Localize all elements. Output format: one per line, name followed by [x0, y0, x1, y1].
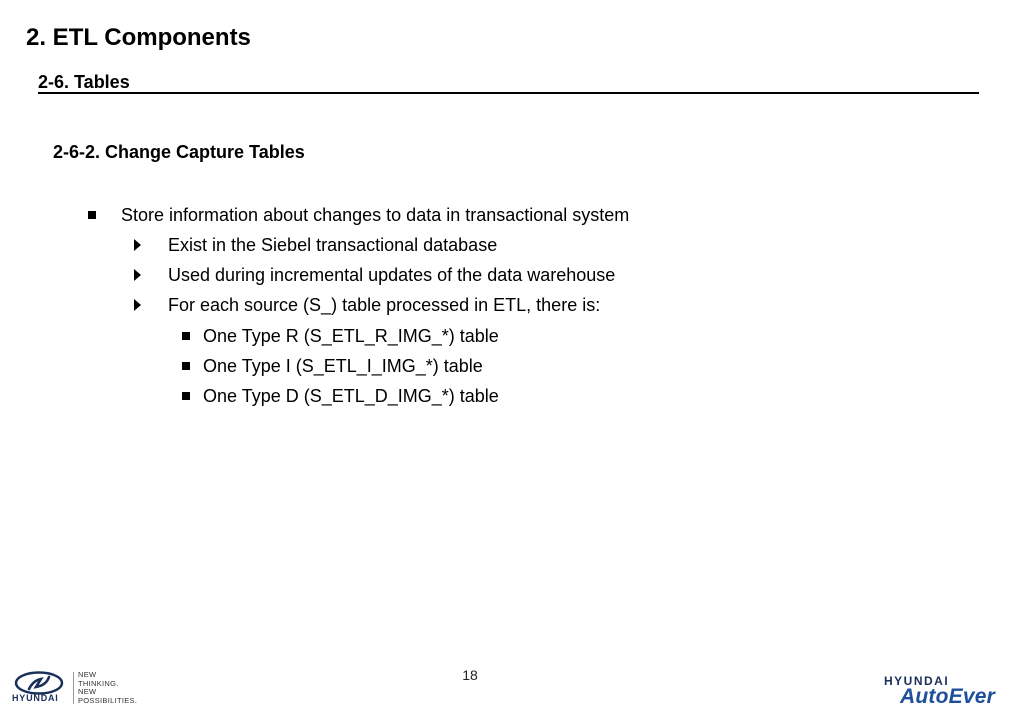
slide-title: 2. ETL Components: [26, 24, 251, 51]
page-number: 18: [462, 667, 478, 683]
tagline-line: NEW: [78, 670, 97, 679]
tagline-line: POSSIBILITIES.: [78, 695, 138, 705]
section-heading: 2-6-2. Change Capture Tables: [53, 142, 305, 162]
hyundai-autoever-logo-top: HYUNDAI: [884, 674, 950, 688]
bullet-text: Exist in the Siebel transactional database: [168, 235, 498, 255]
header-divider: [38, 92, 979, 94]
bullet-text: Used during incremental updates of the data warehouse: [168, 265, 616, 285]
triangle-bullet-icon: [134, 239, 141, 251]
square-bullet-icon: [182, 332, 190, 340]
hyundai-wordmark: HYUNDAI: [12, 693, 59, 703]
square-bullet-icon: [182, 362, 190, 370]
tagline-line: THINKING.: [78, 678, 119, 688]
triangle-bullet-icon: [134, 299, 141, 311]
triangle-bullet-icon: [134, 269, 141, 281]
square-bullet-icon: [182, 392, 190, 400]
tagline: [78, 671, 137, 705]
bullet-text: Store information about changes to data in transactional system: [121, 205, 630, 225]
bullet-text: One Type I (S_ETL_I_IMG_*) table: [203, 356, 483, 376]
bullet-text: For each source (S_) table processed in ETL, there is:: [168, 295, 601, 315]
bullet-text: One Type D (S_ETL_D_IMG_*) table: [203, 386, 499, 406]
square-bullet-icon: [88, 211, 96, 219]
tagline-divider: [73, 672, 74, 704]
hyundai-autoever-logo-bottom: AutoEver: [900, 685, 995, 708]
slide-subtitle: 2-6. Tables: [38, 72, 130, 92]
bullet-text: One Type R (S_ETL_R_IMG_*) table: [203, 326, 499, 346]
tagline-line: NEW: [78, 687, 97, 696]
